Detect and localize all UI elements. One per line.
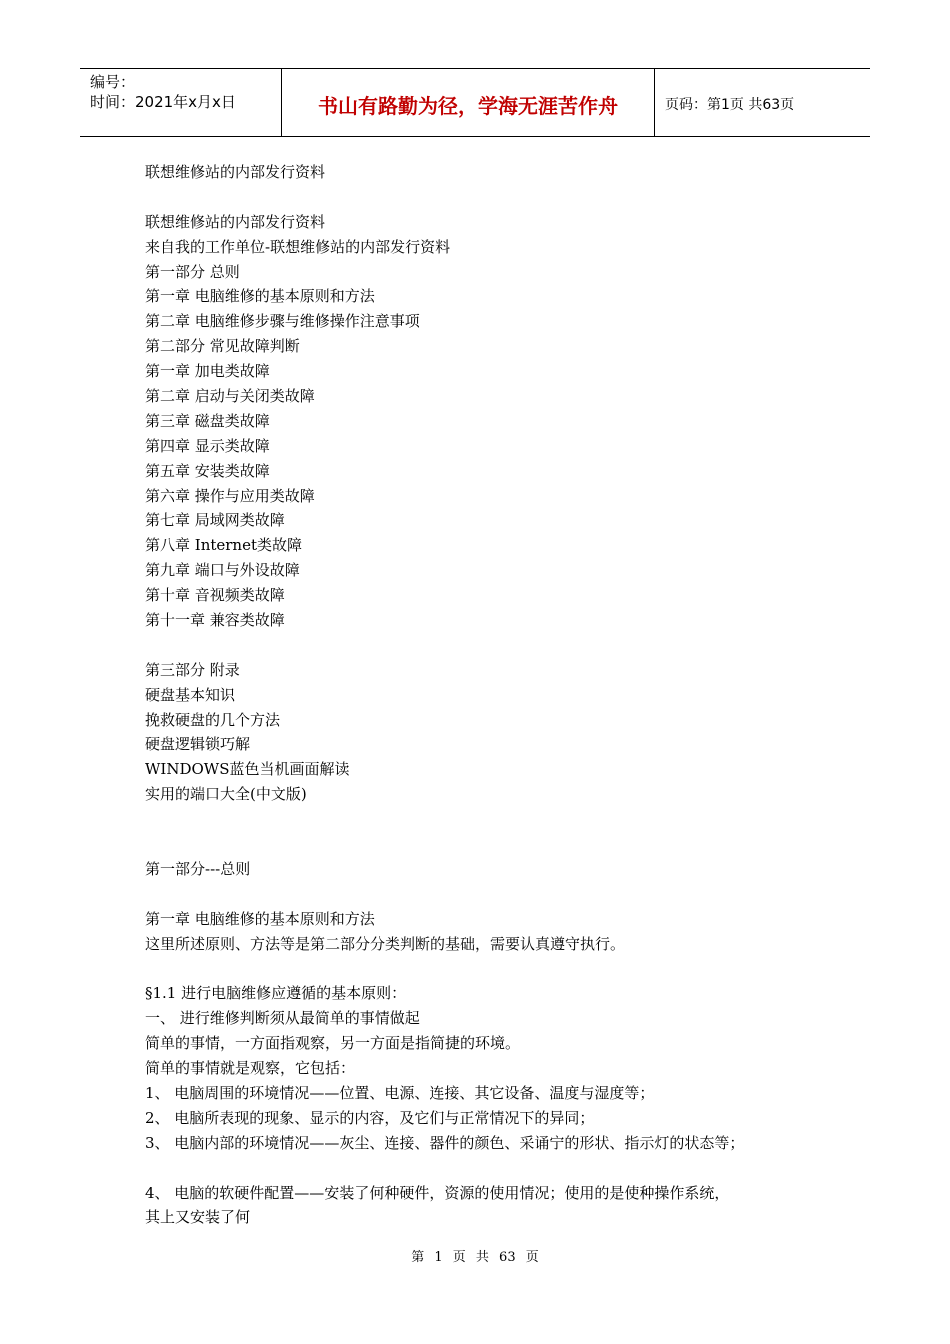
text-line: 一、 进行维修判断须从最简单的事情做起 [145,1009,420,1028]
text-line: 第一章 加电类故障 [145,362,270,381]
text-line [145,185,835,210]
header-page-info: 页码：第1页 共63页 [665,96,795,113]
page-footer: 第 1 页 共 63 页 [411,1250,539,1265]
text-line: 2、 电脑所表现的现象、显示的内容，及它们与正常情况下的异同； [145,1108,595,1127]
text-line: 第二部分 常见故障判断 [145,337,300,356]
text-line [145,882,835,907]
text-line: 第九章 端口与外设故障 [145,561,300,580]
text-line: 联想维修站的内部发行资料 [145,163,326,181]
text-line: 简单的事情，一方面指观察，另一方面是指简捷的环境。 [145,1034,521,1053]
text-line: 第三部分 附录 [145,660,240,679]
text-line: 1、 电脑周围的环境情况——位置、电源、连接、其它设备、温度与湿度等； [145,1083,655,1102]
text-line: 第四章 显示类故障 [145,436,270,455]
text-line: 4、 电脑的软硬件配置——安装了何种硬件，资源的使用情况；使用的是使种操作系统， [145,1183,730,1202]
text-line: 来自我的工作单位-联想维修站的内部发行资料 [145,237,451,256]
text-line: 第二章 电脑维修步骤与维修操作注意事项 [145,312,420,331]
text-line: 硬盘逻辑锁巧解 [145,735,251,754]
text-line: 第一章 电脑维修的基本原则和方法 [145,287,375,306]
text-line: 第十一章 兼容类故障 [145,611,285,630]
page-header [80,68,870,137]
text-line: 简单的事情就是观察，它包括： [145,1059,356,1078]
text-line: 第六章 操作与应用类故障 [145,486,315,505]
text-line: 第十章 音视频类故障 [145,586,285,605]
text-line [145,633,835,658]
text-line: 实用的端口大全(中文版) [145,785,307,804]
text-line: WINDOWS蓝色当机画面解读 [145,760,350,779]
header-motto: 书山有路勤为径，学海无涯苦作舟 [282,69,655,136]
time-label: 时间：2021年x月x日 [90,93,236,111]
text-line: 挽救硬盘的几个方法 [145,710,281,729]
text-line: 第一章 电脑维修的基本原则和方法 [145,909,375,928]
number-label: 编号： [90,73,136,91]
text-line [145,957,835,982]
text-line: 硬盘基本知识 [145,685,236,704]
text-line: 第五章 安装类故障 [145,461,270,480]
text-line: 第一部分---总则 [145,859,251,878]
text-line: 第一部分 总则 [145,262,240,281]
text-line [145,1156,835,1181]
text-line: 第七章 局域网类故障 [145,511,285,530]
header-meta [80,69,282,136]
text-line [145,832,835,857]
text-line: 第二章 启动与关闭类故障 [145,387,315,406]
document-body [145,160,835,1230]
text-line: 这里所述原则、方法等是第二部分分类判断的基础，需要认真遵守执行。 [145,934,626,953]
text-line: 3、 电脑内部的环境情况——灰尘、连接、器件的颜色、采诵宁的形状、指示灯的状态等； [145,1133,745,1152]
text-line: 第三章 磁盘类故障 [145,411,270,430]
text-line: 第八章 Internet类故障 [145,536,302,555]
text-line: 联想维修站的内部发行资料 [145,212,326,231]
text-line: §1.1 进行电脑维修应遵循的基本原则： [145,984,407,1003]
text-line: 其上又安装了何 [145,1208,251,1227]
text-line [145,807,835,832]
